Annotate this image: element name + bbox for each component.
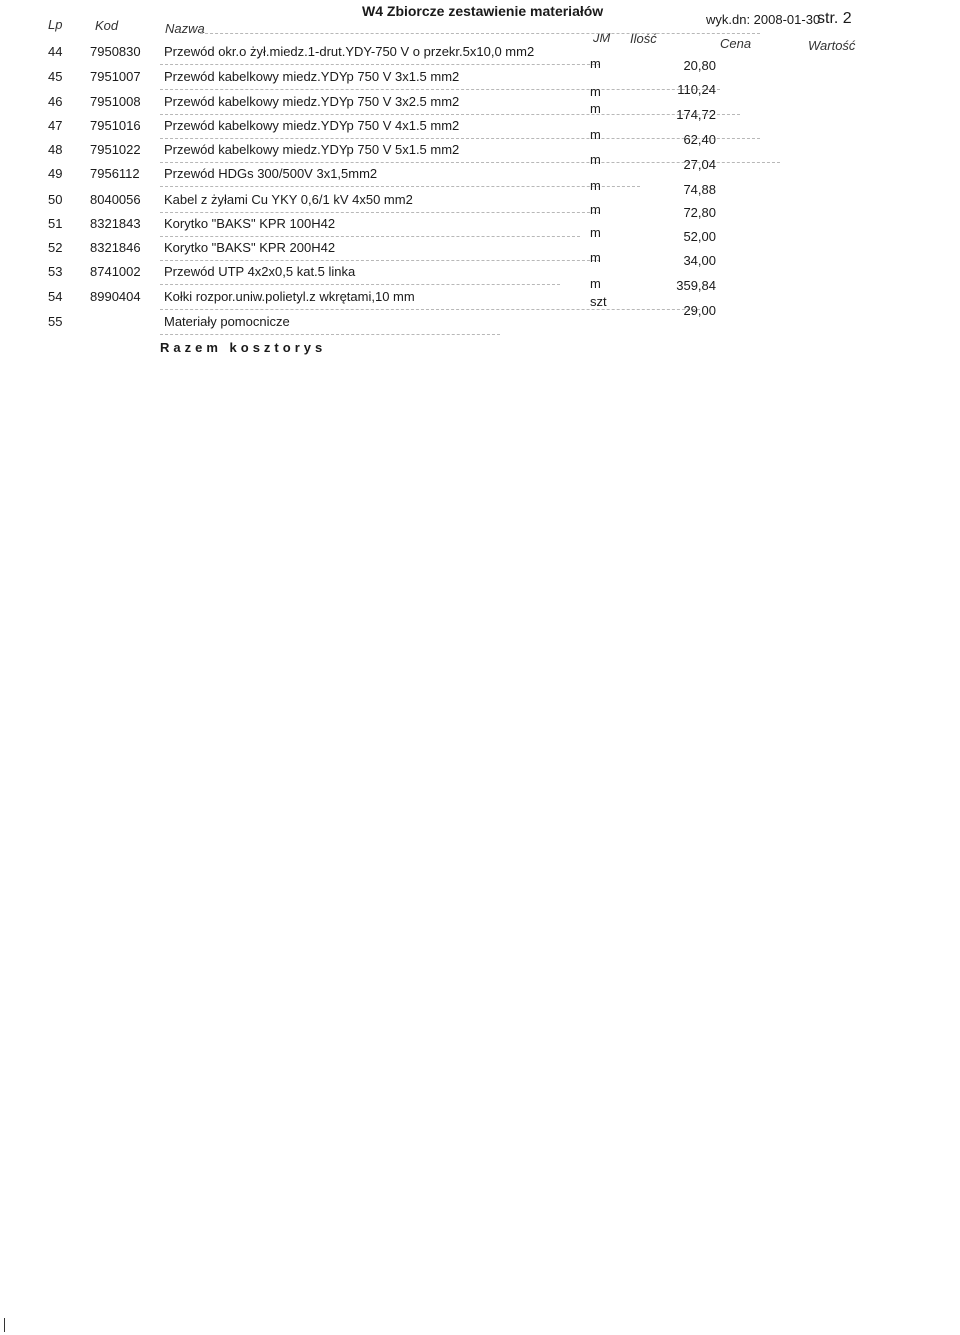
row-price: 52,00 [683, 229, 716, 244]
row-lp: 51 [48, 216, 63, 231]
column-header-nazwa: Nazwa [165, 21, 205, 36]
row-unit: m [590, 276, 601, 291]
document-title: W4 Zbiorcze zestawienie materiałów [362, 3, 604, 19]
row-unit: szt [590, 294, 607, 309]
row-lp: 44 [48, 44, 63, 59]
total-label: Razem kosztorys [160, 340, 327, 355]
row-name: Przewód kabelkowy miedz.YDYp 750 V 5x1.5 mm2 [164, 142, 460, 157]
row-code: 7951022 [90, 142, 141, 157]
row-lp: 46 [48, 94, 63, 109]
row-lp: 55 [48, 314, 63, 329]
row-lp: 53 [48, 264, 63, 279]
row-code: 8040056 [90, 192, 141, 207]
row-code: 8321843 [90, 216, 141, 231]
row-price: 34,00 [683, 253, 716, 268]
column-header-wartosc: Wartość [808, 38, 856, 53]
row-name: Przewód okr.o żył.miedz.1-drut.YDY-750 V o przekr.5x10,0 mm2 [164, 44, 535, 59]
row-unit: m [590, 178, 601, 193]
row-price: 174,72 [676, 107, 716, 122]
row-code: 7951008 [90, 94, 141, 109]
row-code: 7956112 [90, 166, 140, 181]
row-rule [160, 186, 640, 187]
row-rule [160, 64, 600, 65]
column-header-ilosc: Ilość [630, 31, 657, 46]
row-price: 20,80 [683, 58, 716, 73]
table-row [0, 192, 960, 218]
row-unit: m [590, 250, 601, 265]
row-unit: m [590, 56, 601, 71]
row-unit: m [590, 127, 601, 142]
row-unit: m [590, 84, 601, 99]
row-price: 110,24 [677, 82, 716, 97]
page-edge-mark [4, 1318, 5, 1332]
row-name: Kabel z żyłami Cu YKY 0,6/1 kV 4x50 mm2 [164, 192, 413, 207]
row-code: 7950830 [90, 44, 141, 59]
row-price: 62,40 [683, 132, 716, 147]
column-header-lp: Lp [48, 17, 63, 32]
row-name: Przewód kabelkowy miedz.YDYp 750 V 3x1.5 mm2 [164, 69, 460, 84]
row-name: Przewód UTP 4x2x0,5 kat.5 linka [164, 264, 356, 279]
row-price: 359,84 [676, 278, 716, 293]
table-row [0, 240, 960, 266]
row-lp: 45 [48, 69, 63, 84]
row-lp: 50 [48, 192, 63, 207]
row-name: Przewód kabelkowy miedz.YDYp 750 V 3x2.5 mm2 [164, 94, 460, 109]
column-header-cena: Cena [720, 36, 752, 51]
row-lp: 54 [48, 289, 63, 304]
table-row [0, 142, 960, 168]
row-name: Korytko "BAKS" KPR 200H42 [164, 240, 336, 255]
header-rule [200, 33, 760, 34]
table-row [0, 166, 960, 192]
row-unit: m [590, 202, 601, 217]
row-code: 7951016 [90, 118, 141, 133]
row-lp: 48 [48, 142, 63, 157]
row-rule [160, 334, 500, 335]
row-code: 8321846 [90, 240, 141, 255]
row-code: 8741002 [90, 264, 141, 279]
row-price: 27,04 [683, 157, 716, 172]
table-row [0, 118, 960, 144]
row-unit: m [590, 152, 601, 167]
column-header-jm: JM [593, 30, 611, 45]
table-row [0, 94, 960, 120]
column-header-kod: Kod [95, 18, 119, 33]
row-rule [160, 212, 600, 213]
row-name: Przewód HDGs 300/500V 3x1,5mm2 [164, 166, 378, 181]
row-rule [160, 236, 580, 237]
document-date: wyk.dn: 2008-01-30 [706, 12, 821, 27]
table-row [0, 69, 960, 95]
row-lp: 49 [48, 166, 63, 181]
row-rule [160, 284, 560, 285]
row-rule [160, 260, 600, 261]
table-row [0, 289, 960, 315]
table-row [0, 314, 960, 340]
row-unit: m [590, 225, 601, 240]
table-row [0, 216, 960, 242]
row-price: 29,00 [683, 303, 716, 318]
row-code: 7951007 [90, 69, 141, 84]
row-name: Korytko "BAKS" KPR 100H42 [164, 216, 336, 231]
row-name: Kołki rozpor.uniw.polietyl.z wkrętami,10 mm [164, 289, 415, 304]
table-row [0, 44, 960, 70]
row-name: Materiały pomocnicze [164, 314, 290, 329]
row-price: 72,80 [683, 205, 716, 220]
row-lp: 47 [48, 118, 63, 133]
row-name: Przewód kabelkowy miedz.YDYp 750 V 4x1.5 mm2 [164, 118, 460, 133]
page-number: str. 2 [817, 10, 852, 27]
row-lp: 52 [48, 240, 63, 255]
table-row [0, 264, 960, 290]
row-rule [160, 309, 700, 310]
row-unit: m [590, 101, 601, 116]
row-price: 74,88 [683, 182, 716, 197]
row-code: 8990404 [90, 289, 141, 304]
